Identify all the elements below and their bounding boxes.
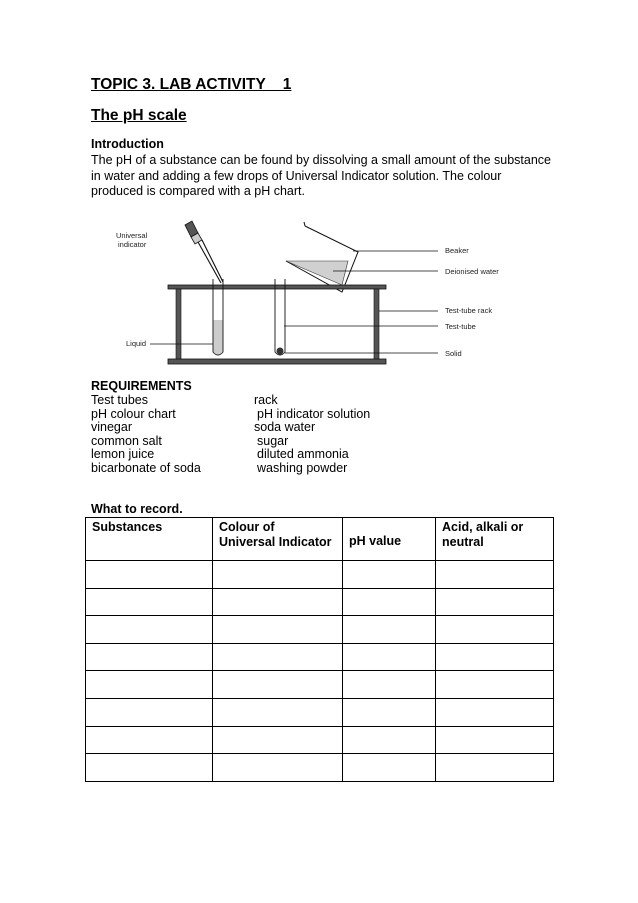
table-cell[interactable]	[213, 698, 343, 726]
table-cell[interactable]	[343, 643, 436, 671]
column-header-ph: pH value	[343, 518, 436, 561]
introduction-text: The pH of a substance can be found by dissolving a small amount of the substance in water and adding a few drops of Universal Indicator solution. The colour produced is compared with a pH chart.	[91, 153, 551, 198]
leader-lines	[150, 251, 438, 353]
req-item: diluted ammonia	[257, 447, 349, 461]
table-header-row	[86, 518, 554, 561]
column-header-type: Acid, alkali or neutral	[436, 518, 554, 561]
table-cell[interactable]	[213, 754, 343, 782]
req-item: pH indicator solution	[257, 406, 371, 421]
req-item: rack	[254, 393, 278, 407]
label-solid: Solid	[445, 349, 462, 358]
table-cell[interactable]	[86, 671, 213, 699]
table-cell[interactable]	[213, 726, 343, 754]
table-cell[interactable]	[213, 588, 343, 616]
table-cell[interactable]	[343, 561, 436, 589]
test-tube-liquid	[213, 279, 223, 355]
rack-leg-right	[374, 289, 379, 361]
req-item: pH colour chart	[91, 406, 176, 421]
table-cell[interactable]	[343, 588, 436, 616]
table-cell[interactable]	[86, 588, 213, 616]
table-row	[86, 643, 554, 671]
table-cell[interactable]	[343, 671, 436, 699]
table-row	[86, 726, 554, 754]
table-cell[interactable]	[213, 616, 343, 644]
table-cell[interactable]	[436, 754, 554, 782]
label-liquid: Liquid	[126, 339, 147, 348]
req-item: Test tubes	[91, 393, 148, 407]
table-cell[interactable]	[86, 561, 213, 589]
page-subtitle: The pH scale	[91, 107, 187, 124]
requirements-right	[254, 394, 370, 475]
table-cell[interactable]	[86, 643, 213, 671]
table-cell[interactable]	[436, 561, 554, 589]
req-item: sugar	[257, 433, 289, 448]
test-tube-solid	[275, 279, 285, 355]
record-heading: What to record.	[91, 502, 183, 516]
table-cell[interactable]	[86, 726, 213, 754]
table-cell[interactable]	[213, 643, 343, 671]
label-test-tube: Test-tube	[445, 322, 476, 331]
label-test-tube-rack: Test-tube rack	[445, 306, 493, 315]
rack-top	[168, 285, 386, 289]
table-cell[interactable]	[343, 726, 436, 754]
column-header-substances: Substances	[86, 518, 213, 561]
requirements-left	[91, 394, 201, 475]
dropper-icon	[185, 221, 223, 283]
req-item: bicarbonate of soda	[91, 460, 201, 475]
rack-base	[168, 359, 386, 364]
table-cell[interactable]	[436, 643, 554, 671]
req-item: lemon juice	[91, 447, 155, 461]
table-cell[interactable]	[86, 698, 213, 726]
label-beaker: Beaker	[445, 246, 469, 255]
req-item: washing powder	[257, 460, 348, 475]
table-cell[interactable]	[213, 561, 343, 589]
apparatus-diagram	[90, 205, 530, 375]
table-cell[interactable]	[213, 671, 343, 699]
req-item: soda water	[254, 420, 316, 434]
table-cell[interactable]	[436, 671, 554, 699]
table-cell[interactable]	[343, 698, 436, 726]
rack-leg-left	[176, 289, 181, 361]
table-cell[interactable]	[86, 616, 213, 644]
table-row	[86, 671, 554, 699]
table-cell[interactable]	[436, 588, 554, 616]
table-cell[interactable]	[343, 754, 436, 782]
table-cell[interactable]	[436, 726, 554, 754]
table-row	[86, 588, 554, 616]
table-row	[86, 754, 554, 782]
table-cell[interactable]	[436, 616, 554, 644]
table-row	[86, 698, 554, 726]
beaker-icon	[286, 222, 358, 292]
req-item: vinegar	[91, 420, 132, 434]
record-table	[85, 517, 554, 782]
requirements-heading: REQUIREMENTS	[91, 379, 192, 393]
table-cell[interactable]	[436, 698, 554, 726]
label-deionised-water: Deionised water	[445, 267, 499, 276]
table-cell[interactable]	[343, 616, 436, 644]
introduction-heading: Introduction	[91, 137, 164, 151]
table-row	[86, 616, 554, 644]
table-cell[interactable]	[86, 754, 213, 782]
req-item: common salt	[91, 433, 162, 448]
page-title: TOPIC 3. LAB ACTIVITY 1	[91, 76, 292, 93]
column-header-colour: Colour of Universal Indicator	[213, 518, 343, 561]
table-row	[86, 561, 554, 589]
label-universal-1: Universal	[116, 231, 148, 240]
label-universal-2: indicator	[118, 240, 147, 249]
